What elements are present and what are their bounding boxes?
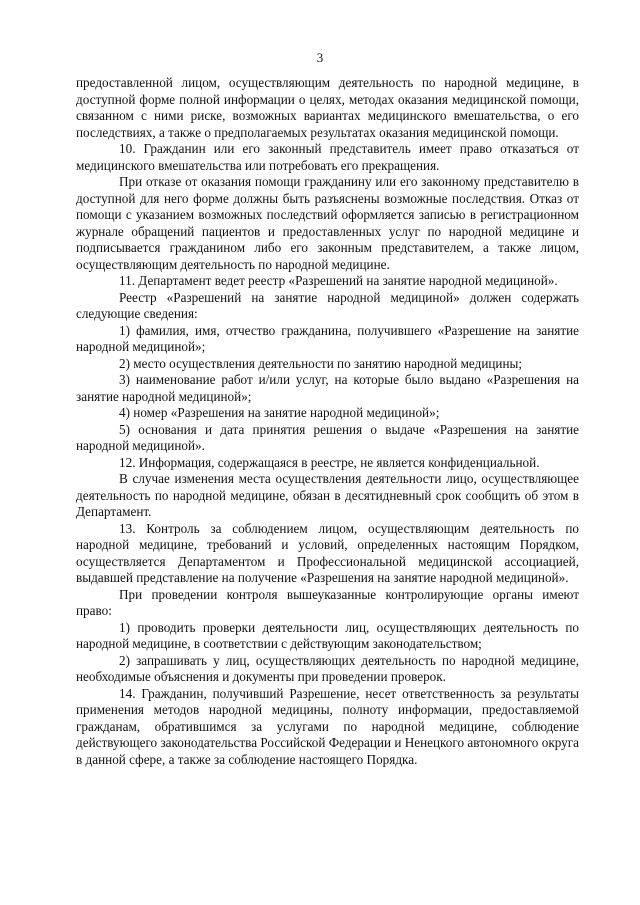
list-item: 3) наименование работ и/или услуг, на которые было выдано «Разрешения на занятие народной медициной»;: [76, 372, 579, 404]
list-item: 4) номер «Разрешения на занятие народной медициной»;: [119, 405, 440, 420]
paragraph: 13. Контроль за соблюдением лицом, осуществляющим деятельность по народной медицине, требований и условий, определенных настоящим Порядком, осуществляется Департаментом и Профессиональной медицинской ассоциацией, выдавшей представление на получение «Разрешения на занятие народной медициной».: [76, 520, 579, 585]
paragraph: При отказе от оказания помощи гражданину или его законному представителю в доступной для него форме должны быть разъяснены возможные последствия. Отказ от помощи с указанием возможных последствий оформляется записью в регистрационном журнале обращений пациентов и предоставленных услуг по народной медицине и подписывается гражданином либо его законным представителем, а также лицом, осуществляющим деятельность по народной медицине.: [76, 174, 579, 272]
list-item: 5) основания и дата принятия решения о выдаче «Разрешения на занятие народной медициной».: [76, 421, 579, 453]
document-body: [76, 75, 579, 768]
paragraph: В случае изменения места осуществления деятельности лицо, осуществляющее деятельность по народной медицине, обязан в десятидневный срок сообщить об этом в Департамент.: [76, 471, 579, 519]
paragraph: 11. Департамент ведет реестр «Разрешений на занятие народной медициной».: [119, 273, 558, 288]
paragraph: 10. Гражданин или его законный представитель имеет право отказаться от медицинского вмешательства или потребовать его прекращения.: [76, 141, 579, 173]
paragraph: 14. Гражданин, получивший Разрешение, несет ответственность за результаты применения методов народной медицины, полноту информации, предоставляемой гражданам, обратившимся за услугами по народной медицине, соблюдение действующего законодательства Российской Федерации и Ненецкого автономного округа в данной сфере, а также за соблюдение настоящего Порядка.: [76, 685, 579, 767]
list-item: 1) проводить проверки деятельности лиц, осуществляющих деятельность по народной медицине, в соответствии с действующим законодательством;: [76, 619, 579, 651]
list-item: 2) запрашивать у лиц, осуществляющих деятельность по народной медицине, необходимые объяснения и документы при проведении проверок.: [76, 652, 579, 684]
paragraph: 12. Информация, содержащаяся в реестре, не является конфиденциальной.: [119, 454, 540, 470]
list-item: 2) место осуществления деятельности по занятию народной медицины;: [119, 355, 523, 371]
page-number: 3: [316, 50, 324, 65]
paragraph: При проведении контроля вышеуказанные контролирующие органы имеют право:: [76, 586, 579, 618]
paragraph: предоставленной лицом, осуществляющим деятельность по народной медицине, в доступной форме полной информации о целях, методах оказания медицинской помощи, связанном с ними риске, возможных вариантах медицинского вмешательства, о его последствиях, а также о предполагаемых результатах оказания медицинской помощи.: [76, 75, 579, 140]
paragraph: Реестр «Разрешений на занятие народной медициной» должен содержать следующие сведения:: [76, 289, 579, 321]
list-item: 1) фамилия, имя, отчество гражданина, получившего «Разрешение на занятие народной медициной»;: [76, 322, 579, 354]
